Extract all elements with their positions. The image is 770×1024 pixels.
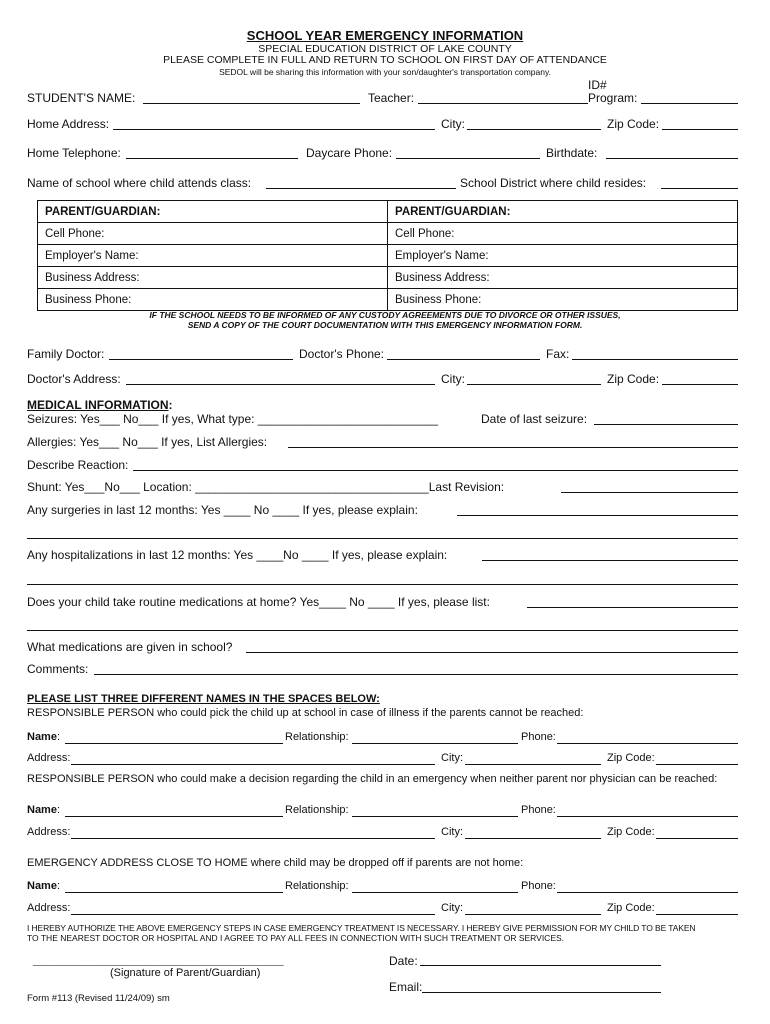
signature-line[interactable]: _____________________________________________________ (33, 956, 284, 966)
contact1-name-label: Name: (27, 731, 61, 743)
surgeries-question: Any surgeries in last 12 months: Yes ____ No ____ If yes, please explain: (27, 503, 418, 517)
parent1-header: PARENT/GUARDIAN: (38, 201, 388, 223)
contact2-relationship-field[interactable] (352, 816, 518, 817)
custody-note-line2: SEND A COPY OF THE COURT DOCUMENTATION WITH THIS EMERGENCY INFORMATION FORM. (187, 320, 583, 330)
allergies-field[interactable] (288, 447, 738, 448)
student-name-field[interactable] (143, 103, 360, 104)
contact2-relationship-label: Relationship: (285, 804, 349, 816)
teacher-field[interactable] (418, 103, 588, 104)
district-label: School District where child resides: (460, 176, 647, 190)
contact1-relationship-field[interactable] (352, 743, 518, 744)
contact3-phone-field[interactable] (557, 892, 738, 893)
contact3-zip-field[interactable] (656, 914, 738, 915)
form-number: Form #113 (Revised 11/24/09) sm (27, 993, 170, 1004)
subtitle-instructions: PLEASE COMPLETE IN FULL AND RETURN TO SCHOOL ON FIRST DAY OF ATTENDANCE (163, 54, 607, 66)
contact1-description: RESPONSIBLE PERSON who could pick the child up at school in case of illness if the parents cannot be reached: (27, 707, 584, 719)
hospitalizations-field[interactable] (482, 560, 738, 561)
last-seizure-field[interactable] (594, 424, 738, 425)
contact2-name-field[interactable] (65, 816, 283, 817)
contact2-address-label: Address: (27, 826, 71, 838)
fax-field[interactable] (572, 359, 738, 360)
contact1-zip-field[interactable] (656, 764, 738, 765)
contact2-name-label: Name: (27, 804, 61, 816)
id-label: ID# (588, 78, 607, 92)
contact1-address-label: Address: (27, 752, 71, 764)
contact3-city-field[interactable] (465, 914, 601, 915)
family-doctor-field[interactable] (109, 359, 293, 360)
medical-heading: MEDICAL INFORMATION: (27, 398, 173, 412)
contact2-phone-field[interactable] (557, 816, 738, 817)
parent1-business-phone[interactable]: Business Phone: (38, 289, 388, 311)
contacts-heading: PLEASE LIST THREE DIFFERENT NAMES IN THE SPACES BELOW: (27, 693, 380, 705)
home-zip-label: Zip Code: (607, 117, 660, 131)
fax-label: Fax: (546, 347, 570, 361)
school-name-field[interactable] (266, 188, 456, 189)
doctor-zip-field[interactable] (662, 384, 738, 385)
seizures-question: Seizures: Yes___ No___ If yes, What type: ___________________________ (27, 412, 438, 426)
email-label: Email: (389, 980, 423, 994)
school-medications-label: What medications are given in school? (27, 640, 233, 654)
parent2-employer[interactable]: Employer's Name: (388, 245, 738, 267)
reaction-label: Describe Reaction: (27, 458, 129, 472)
reaction-field[interactable] (133, 470, 738, 471)
school-name-label: Name of school where child attends class: (27, 176, 252, 190)
email-field[interactable] (422, 992, 661, 993)
authorization-line2: TO THE NEAREST DOCTOR OR HOSPITAL AND I AGREE TO PAY ALL FEES IN CONNECTION WITH SUCH TREATMENT OR SERVICES. (27, 933, 565, 943)
contact3-zip-label: Zip Code: (607, 902, 655, 914)
contact1-relationship-label: Relationship: (285, 731, 349, 743)
parent1-business-address[interactable]: Business Address: (38, 267, 388, 289)
school-medications-field[interactable] (246, 652, 738, 653)
contact2-description: RESPONSIBLE PERSON who could make a decision regarding the child in an emergency when neither parent nor physician can be reached: (27, 773, 718, 785)
program-label: Program: (588, 91, 638, 105)
family-doctor-label: Family Doctor: (27, 347, 105, 361)
home-city-field[interactable] (467, 129, 601, 130)
date-field[interactable] (420, 965, 661, 966)
teacher-label: Teacher: (368, 91, 415, 105)
last-revision-field[interactable] (561, 492, 738, 493)
birthdate-field[interactable] (606, 158, 738, 159)
contact3-name-label: Name: (27, 880, 61, 892)
contact1-zip-label: Zip Code: (607, 752, 655, 764)
contact1-city-field[interactable] (465, 764, 601, 765)
contact2-city-field[interactable] (465, 838, 601, 839)
home-medications-field[interactable] (527, 607, 738, 608)
parent1-cell-phone[interactable]: Cell Phone: (38, 223, 388, 245)
contact3-address-label: Address: (27, 902, 71, 914)
contact1-name-field[interactable] (65, 743, 283, 744)
contact3-city-label: City: (441, 902, 463, 914)
birthdate-label: Birthdate: (546, 146, 598, 160)
contact1-phone-field[interactable] (557, 743, 738, 744)
custody-note-line1: IF THE SCHOOL NEEDS TO BE INFORMED OF ANY CUSTODY AGREEMENTS DUE TO DIVORCE OR OTHER ISSUES, (149, 310, 621, 320)
doctor-address-field[interactable] (126, 384, 435, 385)
parent2-cell-phone[interactable]: Cell Phone: (388, 223, 738, 245)
shunt-question: Shunt: Yes___No___ Location: ___________________________________Last Revision: (27, 480, 505, 494)
home-phone-field[interactable] (126, 158, 298, 159)
contact3-description: EMERGENCY ADDRESS CLOSE TO HOME where child may be dropped off if parents are not home: (27, 857, 524, 869)
parent2-business-phone[interactable]: Business Phone: (388, 289, 738, 311)
parent2-header: PARENT/GUARDIAN: (388, 201, 738, 223)
allergies-question: Allergies: Yes___ No___ If yes, List Allergies: (27, 435, 268, 449)
comments-field[interactable] (94, 674, 738, 675)
parent1-employer[interactable]: Employer's Name: (38, 245, 388, 267)
contact2-phone-label: Phone: (521, 804, 556, 816)
contact1-phone-label: Phone: (521, 731, 556, 743)
doctor-city-label: City: (441, 372, 465, 386)
parent-guardian-table (37, 200, 738, 311)
contact1-address-field[interactable] (71, 764, 435, 765)
district-field[interactable] (661, 188, 738, 189)
contact1-city-label: City: (441, 752, 463, 764)
doctor-phone-field[interactable] (387, 359, 540, 360)
contact3-name-field[interactable] (65, 892, 283, 893)
form-title: SCHOOL YEAR EMERGENCY INFORMATION (246, 28, 524, 43)
daycare-phone-label: Daycare Phone: (306, 146, 393, 160)
subtitle-sharing: SEDOL will be sharing this information with your son/daughter's transportation company. (219, 67, 551, 77)
program-field[interactable] (641, 103, 738, 104)
parent2-business-address[interactable]: Business Address: (388, 267, 738, 289)
subtitle-district: SPECIAL EDUCATION DISTRICT OF LAKE COUNTY (258, 43, 512, 55)
signature-label: (Signature of Parent/Guardian) (110, 967, 261, 979)
daycare-phone-field[interactable] (396, 158, 540, 159)
contact3-relationship-field[interactable] (352, 892, 518, 893)
last-seizure-label: Date of last seizure: (481, 412, 588, 426)
doctor-address-label: Doctor's Address: (27, 372, 121, 386)
contact2-zip-field[interactable] (656, 838, 738, 839)
contact2-city-label: City: (441, 826, 463, 838)
home-zip-field[interactable] (662, 129, 738, 130)
home-phone-label: Home Telephone: (27, 146, 121, 160)
hospitalizations-question: Any hospitalizations in last 12 months: Yes ____No ____ If yes, please explain: (27, 548, 448, 562)
doctor-zip-label: Zip Code: (607, 372, 660, 386)
home-medications-question: Does your child take routine medications at home? Yes____ No ____ If yes, please list: (27, 595, 490, 609)
contact2-address-field[interactable] (71, 838, 435, 839)
home-address-label: Home Address: (27, 117, 110, 131)
contact3-address-field[interactable] (71, 914, 435, 915)
authorization-line1: I HEREBY AUTHORIZE THE ABOVE EMERGENCY STEPS IN CASE EMERGENCY TREATMENT IS NECESSARY. I HEREBY GIVE PERMISSION FOR MY CHILD TO BE TAKEN (27, 923, 696, 933)
home-city-label: City: (441, 117, 465, 131)
home-medications-field-line2[interactable] (27, 630, 738, 631)
hospitalizations-field-line2[interactable] (27, 584, 738, 585)
comments-label: Comments: (27, 662, 89, 676)
student-name-label: STUDENT'S NAME: (27, 91, 136, 105)
doctor-city-field[interactable] (467, 384, 601, 385)
contact3-phone-label: Phone: (521, 880, 556, 892)
surgeries-field[interactable] (457, 515, 738, 516)
home-address-field[interactable] (113, 129, 435, 130)
contact3-relationship-label: Relationship: (285, 880, 349, 892)
doctor-phone-label: Doctor's Phone: (299, 347, 385, 361)
date-label: Date: (389, 954, 418, 968)
contact2-zip-label: Zip Code: (607, 826, 655, 838)
surgeries-field-line2[interactable] (27, 538, 738, 539)
